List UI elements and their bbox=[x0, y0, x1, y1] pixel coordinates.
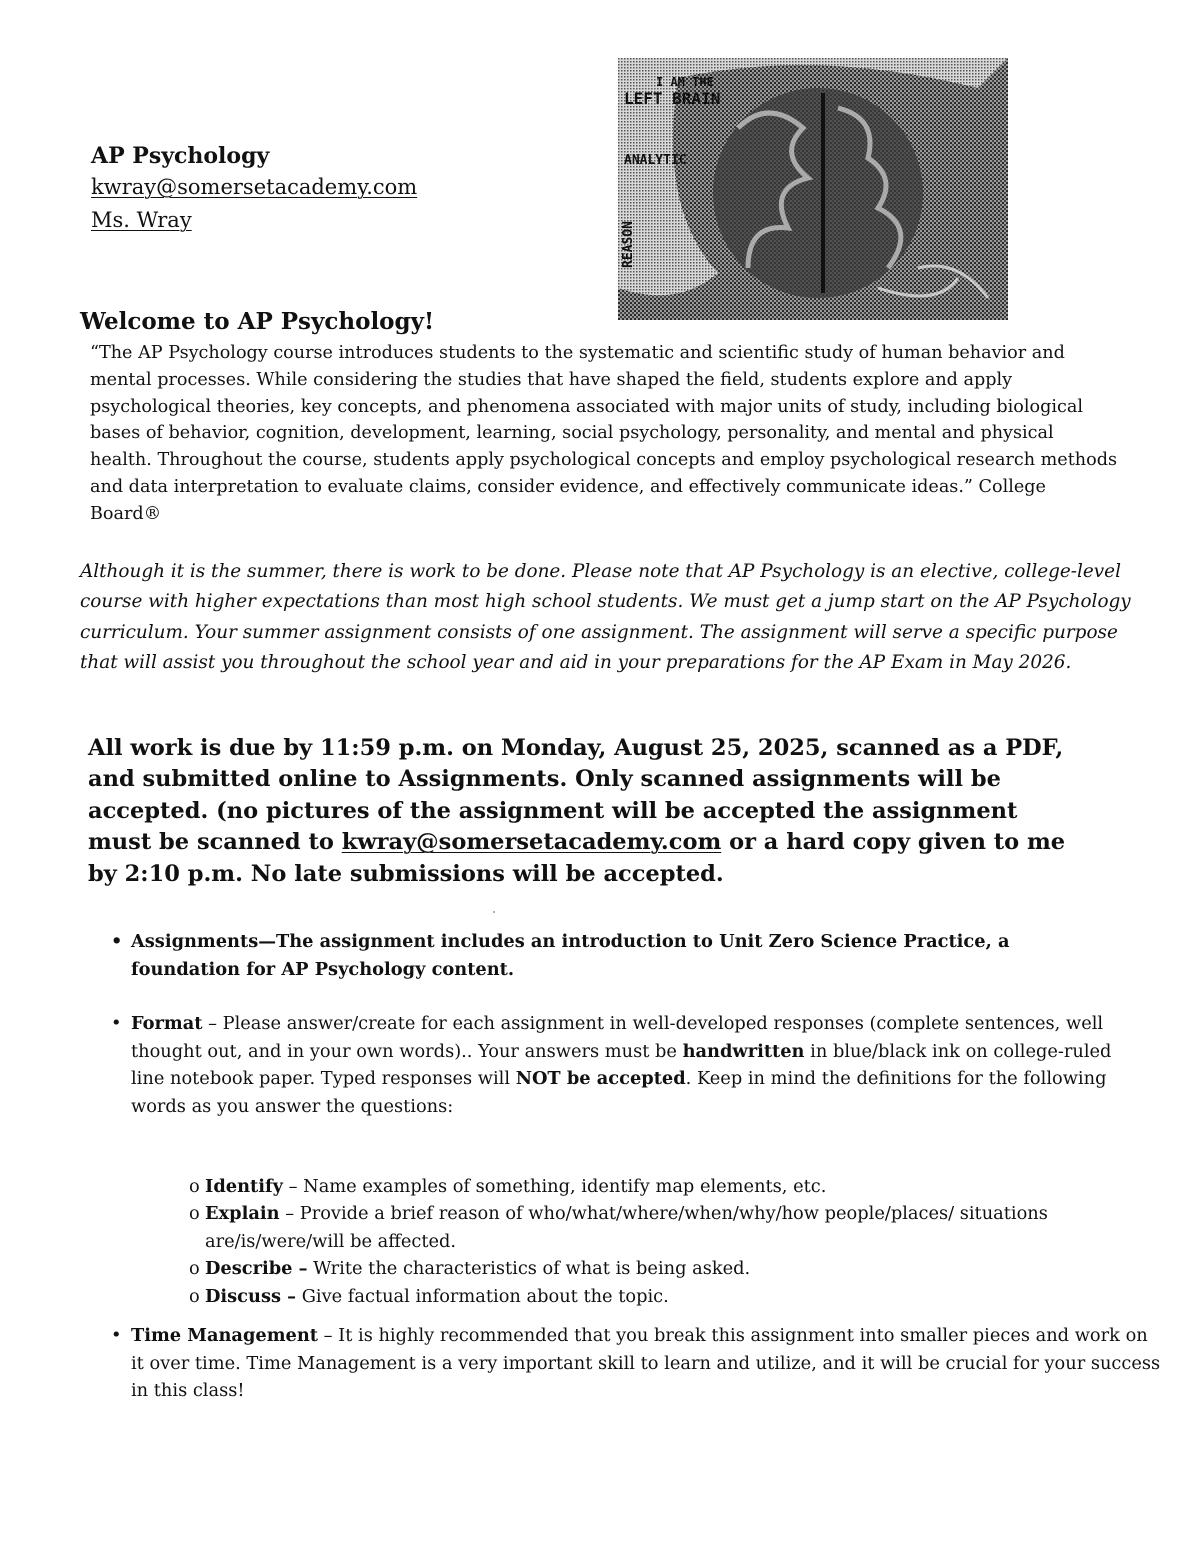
definition-discuss bbox=[166, 1283, 1155, 1311]
due-text-after: or a hard copy given to me by 2:10 p.m. No late submissions will be accepted. bbox=[88, 829, 1066, 887]
sub-bullet-icon: o bbox=[189, 1176, 200, 1197]
definition-explain bbox=[166, 1200, 1075, 1255]
course-title: AP Psychology bbox=[91, 143, 270, 169]
stray-dot bbox=[493, 911, 495, 913]
definition-text: – Provide a brief reason of who/what/where/when/why/how people/places/ situations are/is/were/will be affected. bbox=[205, 1203, 1048, 1252]
definition-describe bbox=[166, 1255, 1155, 1283]
brain-label-line: ANALYTIC bbox=[624, 153, 687, 168]
bullet-icon: • bbox=[111, 1013, 122, 1034]
format-text-2: in blue/black ink on college-ruled line notebook paper. Typed responses will bbox=[131, 1040, 1112, 1089]
format-text-3: . Keep in mind the definitions for the following words as you answer the questions: bbox=[131, 1068, 1107, 1117]
brain-label-line: LEFT BRAIN bbox=[624, 89, 721, 108]
summer-note: Although it is the summer, there is work to be done. Please note that AP Psychology is an elective, college-level course with higher expectations than most high school students. We must get a jump start on the AP Psychology curriculum. Your summer assignment consists of one assignment. The assignment will serve a specific purpose that will assist you throughout the school year and aid in your preparations for the AP Exam in May 2026. bbox=[80, 561, 1131, 673]
teacher-email[interactable]: kwray@somersetacademy.com bbox=[91, 175, 418, 199]
bullet-assignments bbox=[100, 928, 1081, 983]
brain-label-line: REASON bbox=[621, 221, 636, 268]
definition-term: Discuss – bbox=[205, 1286, 297, 1307]
format-bold-handwritten: handwritten bbox=[682, 1040, 805, 1062]
teacher-name: Ms. Wray bbox=[91, 208, 192, 232]
definition-term: Identify bbox=[205, 1176, 283, 1197]
sub-bullet-icon: o bbox=[189, 1258, 200, 1279]
course-description-quote: “The AP Psychology course introduces students to the systematic and scientific study of human behavior and mental processes. While considering the studies that have shaped the field, students explore and apply psychological theories, key concepts, and phenomena associated with major units of study, including biological bases of behavior, cognition, development, learning, social psychology, personality, and mental and physical health. Throughout the course, students apply psychological concepts and employ psychological research methods and data interpretation to evaluate claims, consider evidence, and effectively communicate ideas.” College Board® bbox=[90, 343, 1118, 524]
format-bold-not-accepted: NOT be accepted bbox=[515, 1068, 686, 1089]
definition-term: Describe – bbox=[205, 1258, 308, 1279]
welcome-heading: Welcome to AP Psychology! bbox=[80, 308, 435, 335]
time-management-label: Time Management bbox=[131, 1325, 318, 1346]
bullet-format bbox=[100, 1010, 1131, 1120]
bullet-assignments-text: Assignments—The assignment includes an introduction to Unit Zero Science Practice, a foundation for AP Psychology content. bbox=[131, 931, 1010, 980]
format-label: Format bbox=[131, 1013, 203, 1034]
bullet-icon: • bbox=[111, 1325, 122, 1346]
bullet-icon: • bbox=[111, 931, 123, 952]
sub-bullet-icon: o bbox=[189, 1203, 200, 1224]
time-management-text: – It is highly recommended that you break this assignment into smaller pieces and work on it over time. Time Management is a very important skill to learn and utilize, and it will be crucial for your success in this class! bbox=[131, 1325, 1161, 1401]
due-date-notice bbox=[88, 733, 1088, 890]
due-email-link[interactable]: kwray@somersetacademy.com bbox=[341, 829, 722, 856]
definition-text: Write the characteristics of what is being asked. bbox=[307, 1258, 751, 1279]
brain-image bbox=[618, 58, 1008, 320]
definition-text: – Name examples of something, identify map elements, etc. bbox=[282, 1176, 827, 1197]
bullet-time-management bbox=[100, 1322, 1161, 1405]
format-text-1: – Please answer/create for each assignment in well-developed responses (complete sentences, well thought out, and in your own words).. Your answers must be bbox=[131, 1013, 1104, 1062]
definition-text: Give factual information about the topic. bbox=[296, 1286, 669, 1307]
definition-term: Explain bbox=[205, 1203, 280, 1224]
sub-bullet-icon: o bbox=[189, 1286, 200, 1307]
brain-label-line: I AM THE bbox=[656, 75, 714, 89]
due-text-before: All work is due by 11:59 p.m. on Monday, August 25, 2025, scanned as a PDF, and submitted online to Assignments. Only scanned assignments will be accepted. (no pictures of the assignment will be accepted the assignment must be scanned to bbox=[88, 735, 1064, 856]
definition-identify bbox=[166, 1173, 1155, 1201]
